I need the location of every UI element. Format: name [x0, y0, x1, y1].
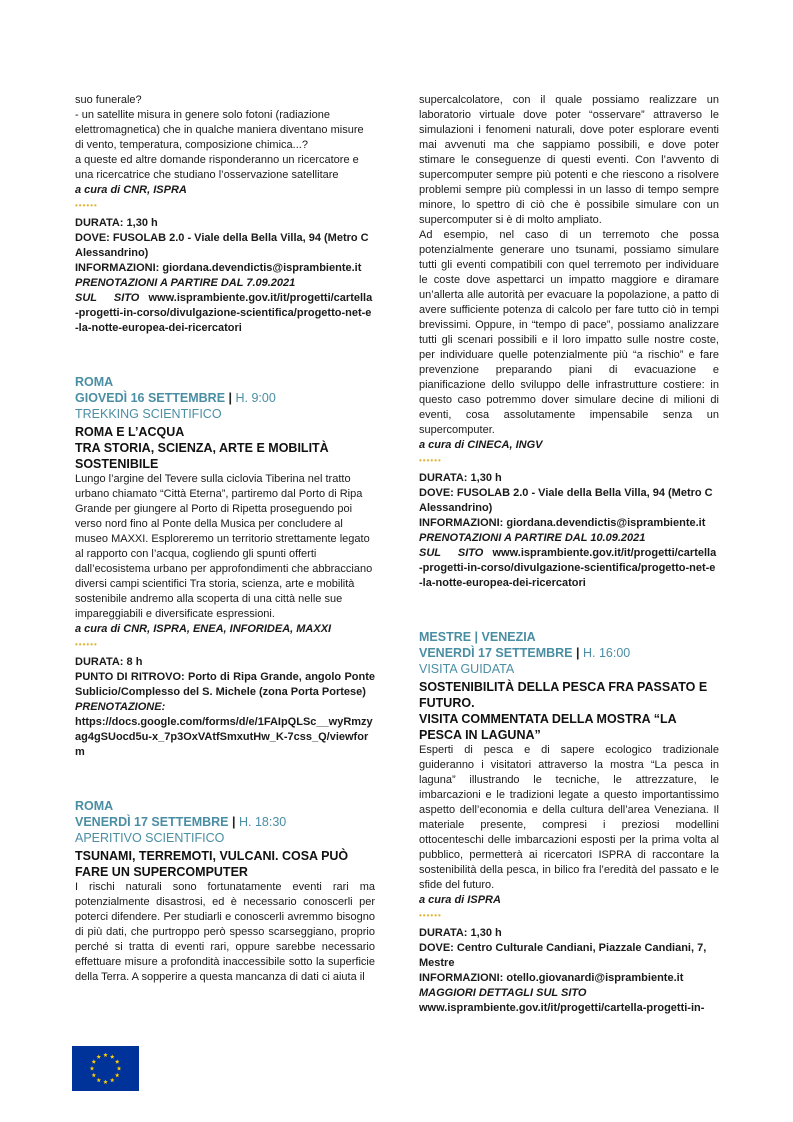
venue: DOVE: FUSOLAB 2.0 - Viale della Bella Villa, 94 (Metro C Alessandrino): [75, 232, 369, 259]
event-location: ROMA: [75, 375, 114, 389]
separator-dots: ••••••: [419, 456, 442, 465]
website-url[interactable]: www.isprambiente.gov.it/it/progetti/cartella-progetti-in-corso/divulgazione-scientifica/progetto-net-e-la-notte-europea-dei-ricercatori: [419, 547, 717, 589]
intro-text: suo funerale?: [75, 94, 142, 106]
separator-dots: ••••••: [75, 640, 98, 649]
event-title: SOSTENIBILITÀ DELLA PESCA FRA PASSATO E FUTURO.: [419, 680, 708, 710]
eu-flag-icon: [72, 1046, 139, 1091]
event-description: Esperti di pesca e di sapere ecologico tradizionale guideranno i visitatori attraverso la mostra “La pesca in laguna” illustrando le tecniche, le attrezzature, le imbarcazioni e le tradizioni legate a questo importantissimo aspetto dell’economia e della cultura dell’area Veneziana. Il materiale presente, compresi i preziosi modellini ottocenteschi delle imbarcazioni esposti per la prima volta al pubblico, permetterà ai ricercatori ISPRA di raccontare la sostenibilità della pesca, in bilico fra l’eredità del passato e le sfide del futuro.: [419, 744, 719, 891]
event-day: VENERDÌ 17 SETTEMBRE: [419, 646, 573, 660]
event-pesca-laguna: [419, 629, 719, 1016]
website-url[interactable]: www.isprambiente.gov.it/it/progetti/cartella-progetti-in-corso/divulgazione-scientifica/progetto-net-e-la-notte-europea-dei-ricercatori: [75, 292, 373, 334]
event-title: ROMA E L’ACQUA: [75, 425, 185, 439]
date-separator: |: [232, 815, 236, 829]
event-category: VISITA GUIDATA: [419, 662, 515, 676]
details-label: MAGGIORI DETTAGLI SUL SITO: [419, 987, 587, 999]
booking-note: PRENOTAZIONI A PARTIRE DAL 7.09.2021: [75, 277, 296, 289]
curated-by: a cura di CINECA, INGV: [419, 439, 543, 451]
duration: DURATA: 1,30 h: [75, 217, 158, 229]
website-label: SUL SITO: [75, 292, 140, 304]
event-title: TSUNAMI, TERREMOTI, VULCANI. COSA PUÒ FARE UN SUPERCOMPUTER: [75, 849, 349, 879]
contact-info: INFORMAZIONI: giordana.devendictis@isprambiente.it: [75, 262, 362, 274]
contact-info: INFORMAZIONI: otello.giovanardi@isprambiente.it: [419, 972, 684, 984]
event-date: [419, 645, 719, 661]
website-link[interactable]: [75, 291, 375, 336]
event-category: TREKKING SCIENTIFICO: [75, 407, 222, 421]
event-subtitle: TRA STORIA, SCIENZA, ARTE E MOBILITÀ SOSTENIBILE: [75, 441, 329, 471]
event-roma-acqua: [75, 374, 375, 760]
event-date: [75, 814, 375, 830]
separator-dots: ••••••: [419, 911, 442, 920]
event-location: MESTRE | VENEZIA: [419, 630, 536, 644]
event-category: APERITIVO SCIENTIFICO: [75, 831, 225, 845]
website-label: SUL SITO: [419, 547, 484, 559]
event-time: H. 9:00: [235, 391, 276, 405]
event-description-cont: supercalcolatore, con il quale possiamo realizzare un laboratorio virtuale dove poter “osservare” attraverso le simulazioni i fenomeni naturali, dove poter esplorare eventi mai avvenuti ma che sappiamo possibili, e dove poter stimare le conseguenze di questi eventi. Con l’avvento di supercomputer sempre più potenti e che riescono a risolvere problemi sempre più complessi in un lasso di tempo sempre minore, lo spettro di ciò che è possibile simulare con un supercomputer si è di molto ampliato.: [419, 94, 719, 226]
website-link[interactable]: [419, 546, 719, 591]
intro-text: a queste ed altre domande risponderanno un ricercatore e una ricercatrice che studiano l’osservazione satellitare: [75, 154, 359, 181]
event-description: I rischi naturali sono fortunatamente eventi rari ma potenzialmente disastrosi, ed è necessario conoscerli per poterci difendere. Per studiarli e conoscerli avremmo bisogno di più dati, che purtroppo però spesso scarseggiano, proprio perché si tratta di eventi rari, oppure sarebbe necessario effettuare misure a profondità inaccessibile sotto la superficie della Terra. A sopperire a questa mancanza di dati ci aiuta il: [75, 881, 375, 983]
event-subtitle: VISITA COMMENTATA DELLA MOSTRA “LA PESCA IN LAGUNA”: [419, 712, 677, 742]
venue: DOVE: FUSOLAB 2.0 - Viale della Bella Villa, 94 (Metro C Alessandrino): [419, 487, 713, 514]
event-time: H. 16:00: [582, 646, 631, 660]
booking-link[interactable]: https://docs.google.com/forms/d/e/1FAIpQLSc__wyRmzyag4gSUocd5u-x_7p3OxVAtfSmxutHw_K-7css_Q/viewform: [75, 716, 373, 758]
contact-info: INFORMAZIONI: giordana.devendictis@isprambiente.it: [419, 517, 706, 529]
duration: DURATA: 1,30 h: [419, 927, 502, 939]
date-separator: |: [576, 646, 580, 660]
curated-by: a cura di CNR, ISPRA, ENEA, INFORIDEA, MAXXI: [75, 623, 332, 635]
event-time: H. 18:30: [238, 815, 287, 829]
event-day: GIOVEDÌ 16 SETTEMBRE: [75, 391, 226, 405]
date-separator: |: [228, 391, 233, 405]
curated-by: a cura di CNR, ISPRA: [75, 184, 187, 196]
event-location: ROMA: [75, 799, 114, 813]
curated-by: a cura di ISPRA: [419, 894, 501, 906]
details-link[interactable]: www.isprambiente.gov.it/it/progetti/cartella-progetti-in-: [419, 1002, 705, 1014]
duration: DURATA: 8 h: [75, 656, 143, 668]
event-day: VENERDÌ 17 SETTEMBRE: [75, 815, 229, 829]
right-column: [419, 93, 719, 1016]
duration: DURATA: 1,30 h: [419, 472, 502, 484]
venue: DOVE: Centro Culturale Candiani, Piazzale Candiani, 7, Mestre: [419, 942, 707, 969]
event-date: [75, 390, 375, 406]
meeting-point: PUNTO DI RITROVO: Porto di Ripa Grande, angolo Ponte Sublicio/Complesso del S. Michele (zona Porta Portese): [75, 671, 375, 698]
booking-label: PRENOTAZIONE:: [75, 701, 166, 713]
separator-dots: ••••••: [75, 201, 98, 210]
event-description: Lungo l’argine del Tevere sulla ciclovia Tiberina nel tratto urbano chiamato “Città Eterna”, partiremo dal Porto di Ripa Grande per giungere al Porto di Ripetta proseguendo poi verso nord fino al Ponte della Musica per concludere al museo MAXXI. Esploreremo un territorio strettamente legato al rapporto con l’acqua, cogliendo gli spunti offerti dall’ecosistema urbano per approfondimenti che abbracciano diversi campi scientifici Tra storia, scienza, arte e mobilità sostenibile andremo alla scoperta di una città nelle sue impareggiabili e diversificate espressioni.: [75, 473, 373, 620]
event-description-cont: Ad esempio, nel caso di un terremoto che possa potenzialmente generare uno tsunami, possiamo simulare tutti gli eventi compatibili con quel terremoto per individuare le coste dove aspettarci un impatto maggiore e diramare un’allerta alle autorità per evacuare la popolazione, a patto di avere sufficiente potenza di calcolo per fare tutto ciò in tempi brevissimi. Oppure, in “tempo di pace”, possiamo analizzare tutti gli scenari possibili e il loro impatto sulle nostre coste, per individuare quelle potenzialmente più “a rischio” e fare prevenzione preparando piani di evacuazione e pianificazione dello sviluppo delle infrastrutture costiere: in questo caso potremmo dover simulare decine di milioni di eventi, cosa assolutamente impensabile senza un supercomputer.: [419, 229, 719, 436]
intro-text: - un satellite misura in genere solo fotoni (radiazione elettromagnetica) che in qualche maniera diventano misure di vento, temperatura, composizione chimica...?: [75, 109, 364, 151]
booking-note: PRENOTAZIONI A PARTIRE DAL 10.09.2021: [419, 532, 646, 544]
left-column: [75, 93, 375, 985]
event-supercomputer: [75, 798, 375, 985]
